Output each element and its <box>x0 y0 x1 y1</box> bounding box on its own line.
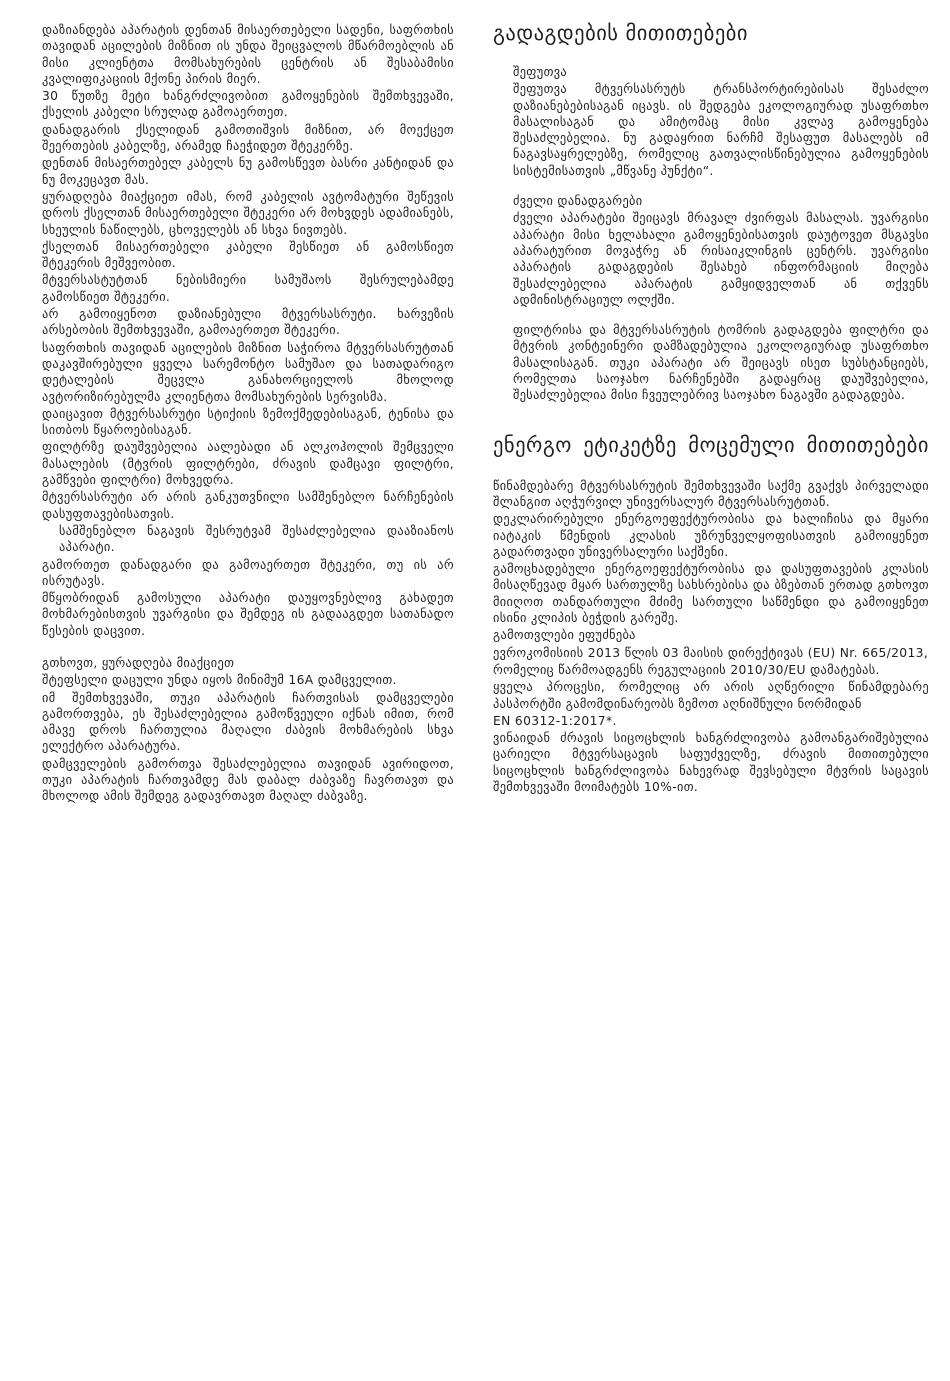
paragraph: მტვერსასრუტი არ არის განკუთვნილი სამშენებლო ნარჩენების დასუფთავებისათვის. <box>42 490 454 521</box>
spacer <box>493 404 929 434</box>
paragraph: მწყობრიდან გამოსული აპარატი დაუყოვნებლივ გახადეთ მოხმარებისთვის უვარგისი და შემდეგ ის გადააგდეთ სათანადო წესების დაცვით. <box>42 591 454 638</box>
paragraph: გამოთვლები ეფუძნება <box>493 628 636 643</box>
paragraph: დამცველების გამორთვა შესაძლებელია თავიდან ავირიდოთ, თუკი აპარატის ჩართვამდე მას დაბალ ძაბვაზე ჩავრთავთ და მხოლოდ ამის შემდეგ გადავრთავთ მაღალ ძაბვაზე. <box>42 756 454 804</box>
paragraph: საფრთხის თავიდან აცილების მიზნით საჭიროა მტვერსასრუტთან დაკავშირებული ყველა სარემონტო სამუშაო და სათადარიგო დეტალების შეცვლა განახორციელოს მხოლოდ ავტორიზირებულმა კლიენტთა მომსახურების სერვისმა. <box>42 340 454 404</box>
paragraph: დანადგარის ქსელიდან გამოთიშვის მიზნით, არ მოექცეთ შეერთების კაბელზე, არამედ ჩაეჭიდეთ შტეკერზე. <box>42 122 454 154</box>
spacer <box>493 179 929 193</box>
paragraph: დეკლარირებული ენერგოეფექტურობისა და ხალიჩისა და მყარი იატაკის წმენდის კლასის უზრუნველყოფისათვის გამოიყენეთ გადართვადი უნივერსალური საქშენი. <box>493 512 929 559</box>
paragraph: რომელიც წარმოადგენს რეგულაციის 2010/30/EU დამატებას. <box>493 662 880 677</box>
paragraph: წინამდებარე მტვერსასრუტის შემთხვევაში საქმე გვაქვს პირველადი შლანგით აღჭურვილ უნივერსალურ მტვერსასრუტთან. <box>493 478 929 509</box>
subheading: შეფუთვა <box>513 65 568 79</box>
subheading: ძველი დანადგარები <box>513 194 643 209</box>
section-heading: გადაგდების მითითებები <box>493 21 748 45</box>
paragraph: ფილტრზე დაუშვებელია აალებადი ან ალკოჰოლის შემცველი მასალების (მტვრის ფილტრები, ძრავის დამცავი ფილტრი, გამწვები ფილტრი) მოხვედრა. <box>42 440 454 488</box>
right-column <box>493 22 929 795</box>
paragraph: ქსელთან მისაერთებელი კაბელი შესწიეთ ან გამოსწიეთ შტეკერის მეშვეობით. <box>42 239 454 271</box>
paragraph: გამორთეთ დანადგარი და გამოაერთეთ შტეკერი, თუ ის არ ისრუტავს. <box>42 557 454 588</box>
paragraph: ვინაიდან ძრავის სიცოცხლის ხანგრძლივობა გამოანგარიშებულია ცარიელი მტვერსაცავის საფუძველზე, ძრავის მითითებული სიცოცხლის ხანგრძლივობა ნახევრად შევსებული მტვრის საცავის შემთხვევაში მოიმატებს 10%-ით. <box>493 731 929 794</box>
paragraph: იმ შემთხვევაში, თუკი აპარატის ჩართვისას დამცველები გამორთვება, ეს შესაძლებელია გამოწვეული იქნას იმით, რომ ამავე დროს ჩართულია მაღალი ძაბვის მოხმარების სხვა ელექტრო აპარატურა. <box>42 690 454 754</box>
spacer <box>42 639 454 655</box>
paragraph: დაზიანდება აპარატის დენთან მისაერთებელი სადენი, საფრთხის თავიდან აცილების მიზნით ის უნდა შეიცვალოს მწარმოებლის ან მისი კლიენტთა მომსახურების ცენტრის ან შესაბამისი კვალიფიკაციის მქონე პირის მიერ. <box>42 23 454 86</box>
paragraph: გამოცხადებული ენერგოეფექტურობისა და დასუფთავების კლასის მისაღწევად მყარ სართულზე სახსრებისა და ბზებთან ერთად გთხოვთ მიიღოთ თანდართული მძიმე სართული საწმენდი და გამოიყენეთ ისინი კლიპის ბეჭდის გარეშე. <box>493 562 929 626</box>
paragraph: ყურადღება მიაქციეთ იმას, რომ კაბელის ავტომატური შეწევის დროს ქსელთან მისაერთებელი შტეკერი არ მოხვდეს ადამიანებს, სხეულის ნაწილებს, ცხოველებს ან სხვა ნივთებს. <box>42 189 454 237</box>
spacer <box>493 456 929 478</box>
spacer <box>493 308 929 322</box>
section-heading: ენერგო ეტიკეტზე მოცემული მითითებები <box>493 432 929 457</box>
paragraph: დაიცავით მტვერსასრუტი სტიქიის ზემოქმედებისაგან, ტენისა და სითბოს წყაროებისაგან. <box>42 406 454 438</box>
paragraph: ძველი აპარატები შეიცავს მრავალ ძვირფას მასალას. უვარგისი აპარატი მისი ხელახალი გამოყენებისათვის დაუტოვეთ მსგავსი აპარატურით მოვაჭრე ან რისაიკლინგის ცენტრს. უვარგისი აპარატის გადაგდების შესახებ ინფორმაციის მიღება შესაძლებელია აპარატის გამყიდველთან ან თქვენს ადმინისტრაციულ ოლქში. <box>513 211 929 307</box>
paragraph: ევროკომისიის 2013 წლის 03 მაისის დირექტივას (EU) Nr. 665/2013, <box>493 645 929 660</box>
paragraph: 30 წუთზე მეტი ხანგრძლივობით გამოყენების შემთხვევაში, ქსელის კაბელი სრულად გამოაერთეთ. <box>42 89 454 120</box>
subheading: გთხოვთ, ყურადღება მიაქციეთ <box>42 655 235 670</box>
spacer <box>493 44 929 64</box>
paragraph: EN 60312-1:2017*. <box>493 713 617 728</box>
paragraph: ყველა პროცესი, რომელიც არ არის აღწერილი წინამდებარე პასპორტში გამომდინარეობს ზემოთ აღნიშნული ნორმიდან <box>493 680 929 711</box>
paragraph: არ გამოიყენოთ დაზიანებული მტვერსასრუტი. ხარვეზის არსებობის შემთხვევაში, გამოაერთეთ შტეკერი. <box>42 307 454 338</box>
indented-paragraph: სამშენებლო ნაგავის შესრუტვამ შესაძლებელია დააზიანოს აპარატი. <box>59 523 454 555</box>
paragraph: დენთან მისაერთებელ კაბელს ნუ გამოსწევთ ბასრი კანტიდან და ნუ მოკეცავთ მას. <box>42 156 454 187</box>
paragraph: შტეფსელი დაცული უნდა იყოს მინიმუმ 16A დამცველით. <box>42 673 397 688</box>
paragraph: შეფუთვა მტვერსასრუტს ტრანსპორტირებისას შესაძლო დაზიანებებისაგან იცავს. ის შედგება ეკოლოგიურად უსაფრთხო მასალისაგან და ამიტომაც მისი კვლავ გამოყენება შესაძლებელია. ნუ გადაყრით ნარჩმ შესაფუთ მასალებს იმ ნაგავსაყრელებზე, რომელიც გათვალისწინებულია გამოყენების სისტემისათვის „მწვანე პუნქტი“. <box>513 82 929 178</box>
left-column <box>42 22 454 805</box>
paragraph: მტვერსასტუტთან ნებისმიერი სამუშაოს შესრულებამდე გამოსწიეთ შტეკერი. <box>42 273 454 304</box>
paragraph: ფილტრისა და მტვერსასრუტის ტომრის გადაგდება ფილტრი და მტვრის კონტეინერი დამზადებულია ეკოლოგიურად უსაფრთხო მასალისაგან. თუკი აპარატი არ შეიცავს ისეთ სუბსტანციებს, რომელთა საოჯახო ნარჩენებში გადაყრაც დაუშვებელია, შესაძლებელია მისი ჩვეულებრივ საოჯახო ნაგავში გადაგდება. <box>513 323 929 403</box>
